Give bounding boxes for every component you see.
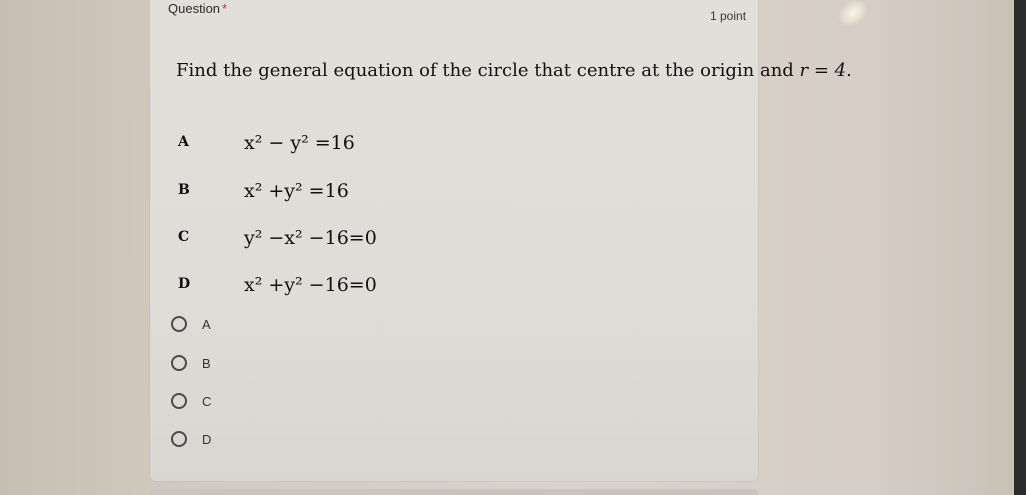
question-condition: r = 4. — [799, 60, 852, 81]
radio-label[interactable]: C — [202, 394, 212, 409]
next-card-edge — [150, 489, 758, 495]
question-label: Question — [168, 1, 221, 16]
radio-button[interactable] — [171, 355, 187, 371]
option-letter: B — [178, 182, 190, 198]
radio-button[interactable] — [171, 393, 187, 409]
radio-button[interactable] — [171, 316, 187, 332]
question-body: Find the general equation of the circle that centre at the origin and — [176, 60, 794, 81]
radio-label[interactable]: B — [202, 356, 211, 371]
option-equation: y² −x² −16=0 — [244, 227, 377, 249]
option-equation: x² − y² =16 — [244, 132, 355, 154]
radio-button[interactable] — [171, 431, 187, 447]
option-equation: x² +y² =16 — [244, 180, 349, 202]
required-asterisk: * — [222, 1, 228, 16]
option-letter: D — [178, 276, 191, 292]
screen-glare — [834, 0, 871, 31]
option-letter: C — [178, 229, 190, 245]
points-label: 1 point — [710, 9, 747, 23]
radio-label[interactable]: A — [202, 317, 211, 332]
screen-bezel — [1014, 0, 1026, 495]
question-header — [168, 1, 227, 16]
radio-label[interactable]: D — [202, 432, 212, 447]
question-text — [176, 60, 852, 81]
option-equation: x² +y² −16=0 — [244, 274, 377, 296]
option-letter: A — [178, 134, 189, 150]
